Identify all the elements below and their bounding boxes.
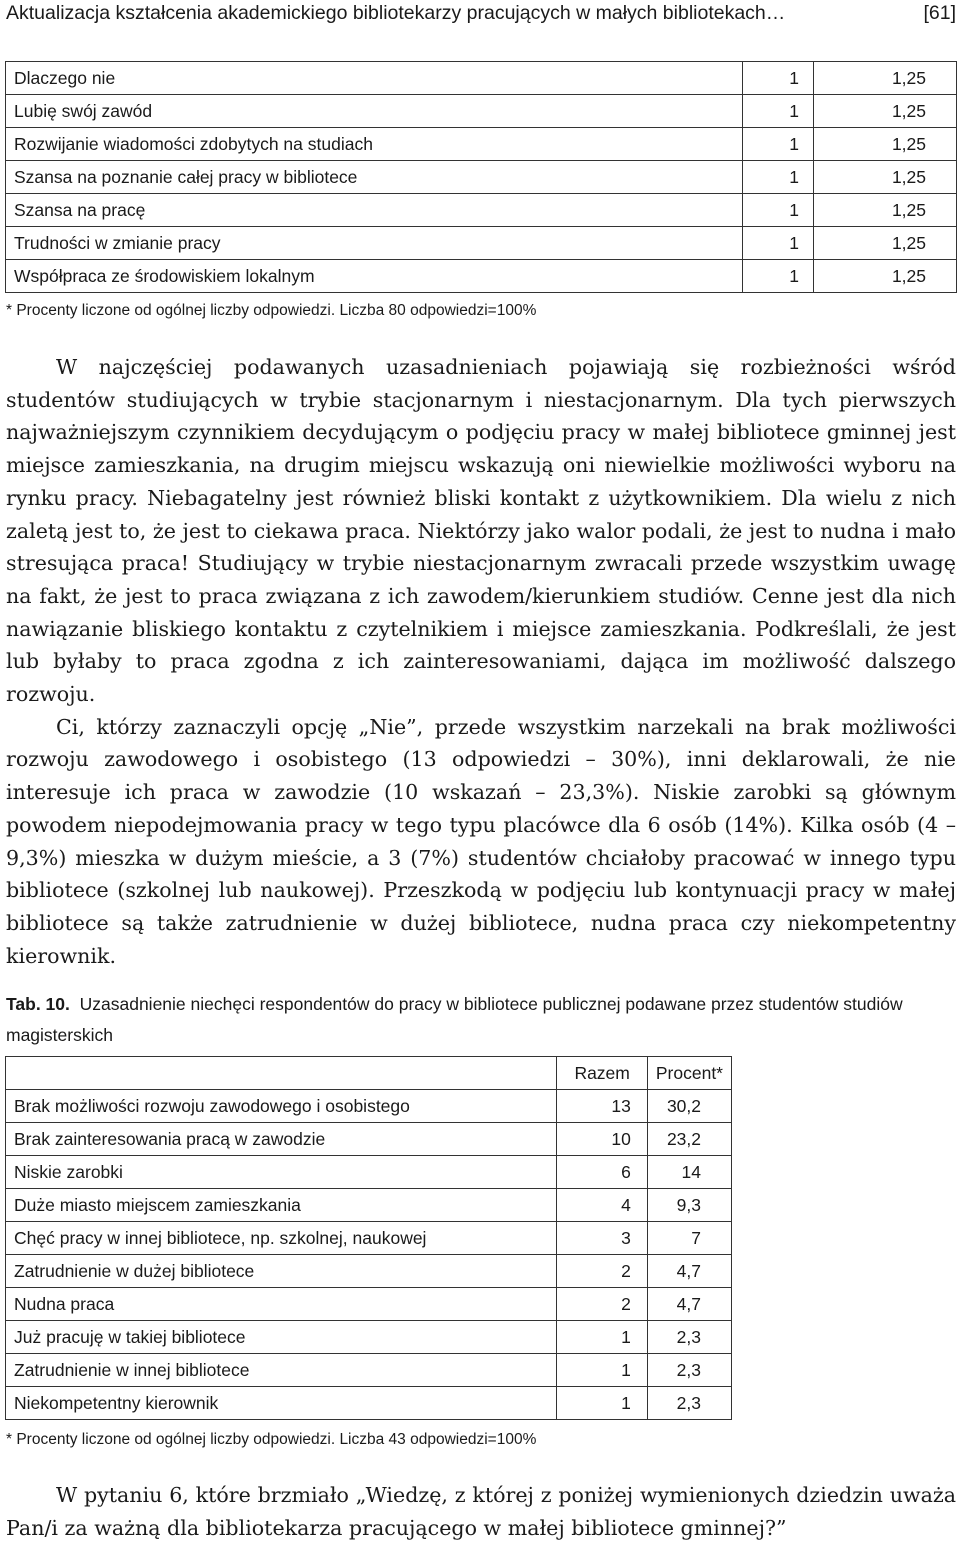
- row-label: Współpraca ze środowiskiem lokalnym: [6, 260, 743, 293]
- paragraph: W najczęściej podawanych uzasadnieniach pojawiają się rozbieżności wśród studentów studiujących w trybie stacjonarnym i niestacjonarnym. Dla tych pierwszych najważniejszym czynnikiem decydującym o podjęciu pracy w małej bibliotece gminnej jest miejsce zamieszkania, na drugim miejscu wskazują oni niewielkie możliwości wyboru na rynku pracy. Niebagatelny jest również bliski kontakt z użytkownikiem. Dla wielu z nich zaletą jest to, że jest to ciekawa praca. Niektórzy jako walor podali, że jest to nudna i mało stresująca praca! Studiujący w trybie niestacjonarnym zwracali przede wszystkim uwagę na fakt, że jest to praca związana z ich zawodem/kierunkiem studiów. Cenne jest dla nich nawiązanie bliskiego kontaktu z czytelnikiem i miejsce zamieszkania. Podkreślali, że jest lub byłaby to praca zgodna z ich zainteresowaniami, dająca im możliwość dalszego rozwoju.: [6, 355, 956, 707]
- row-percent: 2,3: [647, 1387, 731, 1420]
- row-label: Niskie zarobki: [6, 1156, 557, 1189]
- table-row: [6, 62, 957, 95]
- row-percent: 14: [647, 1156, 731, 1189]
- row-count: 10: [557, 1123, 647, 1156]
- table-row: [6, 1288, 732, 1321]
- table-row: [6, 260, 957, 293]
- row-label: Niekompetentny kierownik: [6, 1387, 557, 1420]
- row-count: 1: [743, 62, 814, 95]
- row-label: Lubię swój zawód: [6, 95, 743, 128]
- paragraph: Ci, którzy zaznaczyli opcję „Nie”, przede wszystkim narzekali na brak możliwości rozwoju zawodowego i osobistego (13 odpowiedzi – 30%), inni deklarowali, że nie interesuje ich praca w zawodzie (10 wskazań – 23,3%). Niskie zarobki są głównym powodem niepodejmowania pracy w tego typu placówce dla 6 osób (14%). Kilka osób (4 – 9,3%) mieszka w dużym mieście, a 3 (7%) studentów chciałoby pracować w innego typu bibliotece (szkolnej lub naukowej). Przeszkodą w podjęciu lub kontynuacji pracy w małej bibliotece są także zatrudnienie w dużej bibliotece, nudna praca czy niekompetentny kierownik.: [6, 714, 956, 968]
- row-percent: 1,25: [814, 161, 957, 194]
- table-row: [6, 1255, 732, 1288]
- row-percent: 7: [647, 1222, 731, 1255]
- header-label: [6, 1057, 557, 1090]
- row-percent: 2,3: [647, 1321, 731, 1354]
- row-count: 1: [743, 194, 814, 227]
- running-header: [6, 2, 956, 32]
- table-row: [6, 95, 957, 128]
- row-percent: 1,25: [814, 128, 957, 161]
- row-label: Szansa na pracę: [6, 194, 743, 227]
- row-count: 1: [557, 1354, 647, 1387]
- row-percent: 1,25: [814, 260, 957, 293]
- table-label: Tab. 10.: [6, 994, 70, 1014]
- row-percent: 1,25: [814, 194, 957, 227]
- row-label: Brak zainteresowania pracą w zawodzie: [6, 1123, 557, 1156]
- table-row: [6, 227, 957, 260]
- row-count: 1: [743, 227, 814, 260]
- running-header-title: Aktualizacja kształcenia akademickiego bibliotekarzy pracujących w małych bibliotekach…: [6, 2, 786, 24]
- row-label: Duże miasto miejscem zamieszkania: [6, 1189, 557, 1222]
- row-count: 1: [743, 260, 814, 293]
- header-procent: Procent*: [647, 1057, 731, 1090]
- table-row: [6, 1354, 732, 1387]
- row-percent: 4,7: [647, 1255, 731, 1288]
- body-text-closing: [6, 1479, 956, 1544]
- table-caption-text: Uzasadnienie niechęci respondentów do pracy w bibliotece publicznej podawane przez studentów studiów magisterskich: [6, 994, 903, 1045]
- table-footnote: * Procenty liczone od ogólnej liczby odpowiedzi. Liczba 43 odpowiedzi=100%: [6, 1431, 537, 1448]
- row-label: Rozwijanie wiadomości zdobytych na studiach: [6, 128, 743, 161]
- row-percent: 4,7: [647, 1288, 731, 1321]
- table-row: [6, 194, 957, 227]
- table-row: [6, 1189, 732, 1222]
- table-caption: [6, 989, 956, 1051]
- row-label: Zatrudnienie w dużej bibliotece: [6, 1255, 557, 1288]
- row-percent: 2,3: [647, 1354, 731, 1387]
- row-label: Brak możliwości rozwoju zawodowego i osobistego: [6, 1090, 557, 1123]
- row-label: Szansa na poznanie całej pracy w bibliotece: [6, 161, 743, 194]
- page-number: [61]: [923, 2, 956, 24]
- table-row: [6, 1321, 732, 1354]
- row-count: 2: [557, 1255, 647, 1288]
- row-percent: 9,3: [647, 1189, 731, 1222]
- row-count: 13: [557, 1090, 647, 1123]
- row-percent: 1,25: [814, 95, 957, 128]
- table-10: [5, 1056, 732, 1420]
- header-razem: Razem: [557, 1057, 647, 1090]
- row-label: Dlaczego nie: [6, 62, 743, 95]
- row-count: 2: [557, 1288, 647, 1321]
- table-row: [6, 1156, 732, 1189]
- row-count: 1: [557, 1387, 647, 1420]
- table-footnote: * Procenty liczone od ogólnej liczby odpowiedzi. Liczba 80 odpowiedzi=100%: [6, 302, 537, 319]
- row-label: Już pracuję w takiej bibliotece: [6, 1321, 557, 1354]
- row-count: 1: [743, 161, 814, 194]
- row-count: 1: [743, 128, 814, 161]
- row-label: Trudności w zmianie pracy: [6, 227, 743, 260]
- row-count: 1: [743, 95, 814, 128]
- table-header-row: [6, 1057, 732, 1090]
- row-label: Nudna praca: [6, 1288, 557, 1321]
- table-continued: [5, 61, 957, 293]
- row-count: 4: [557, 1189, 647, 1222]
- table-row: [6, 1222, 732, 1255]
- row-label: Chęć pracy w innej bibliotece, np. szkolnej, naukowej: [6, 1222, 557, 1255]
- row-percent: 23,2: [647, 1123, 731, 1156]
- row-percent: 1,25: [814, 227, 957, 260]
- row-label: Zatrudnienie w innej bibliotece: [6, 1354, 557, 1387]
- row-count: 6: [557, 1156, 647, 1189]
- body-text: [6, 351, 956, 972]
- row-percent: 30,2: [647, 1090, 731, 1123]
- table-row: [6, 1387, 732, 1420]
- row-count: 3: [557, 1222, 647, 1255]
- row-percent: 1,25: [814, 62, 957, 95]
- table-row: [6, 1123, 732, 1156]
- row-count: 1: [557, 1321, 647, 1354]
- table-row: [6, 1090, 732, 1123]
- table-row: [6, 128, 957, 161]
- table-row: [6, 161, 957, 194]
- paragraph: W pytaniu 6, które brzmiało „Wiedzę, z której z poniżej wymienionych dziedzin uważa Pan/i za ważną dla bibliotekarza pracującego w małej bibliotece gminnej?”: [6, 1483, 956, 1540]
